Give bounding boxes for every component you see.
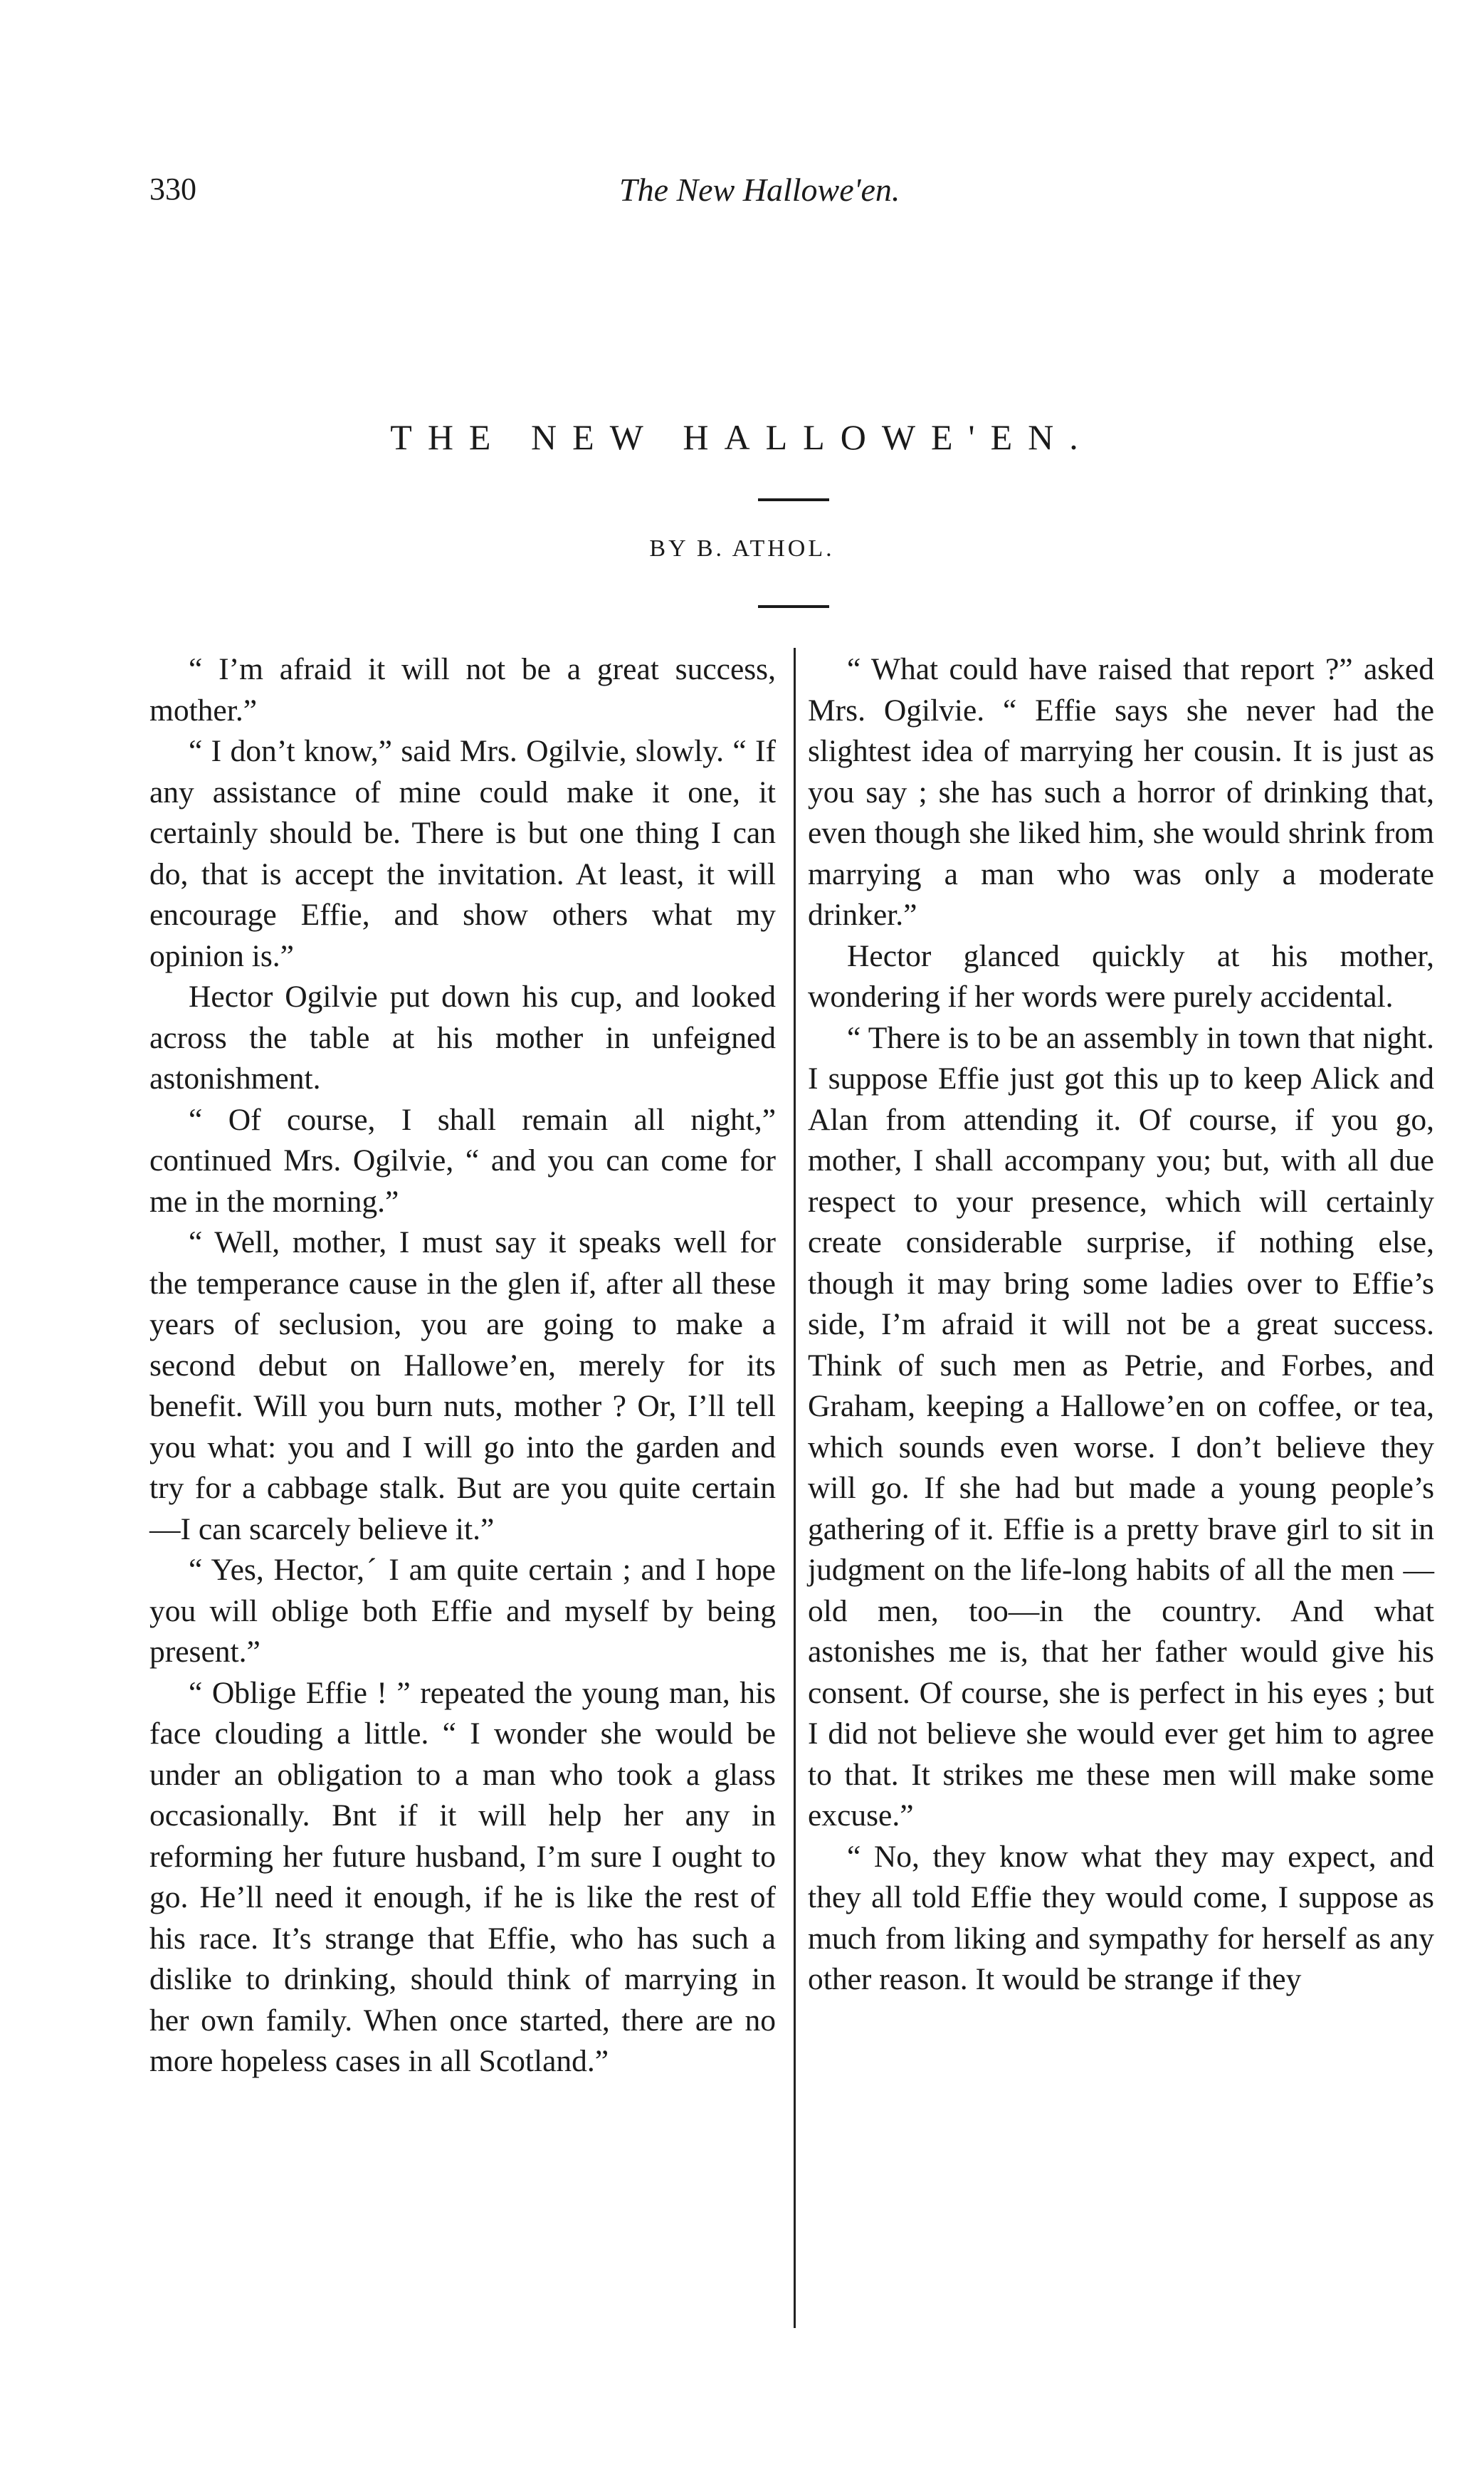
paragraph: “ I don’t know,” said Mrs. Ogilvie, slowly. “ If any assistance of mine could make it one, it certainly should be. There is but one thing I can do, that is accept the invitation. At least, it will encourage Effie, and show others what my opinion is.”: [149, 734, 776, 973]
paragraph: “ Of course, I shall remain all night,” continued Mrs. Ogilvie, “ and you can come for me in the morning.”: [149, 1102, 776, 1219]
column-divider: [794, 648, 796, 2328]
paragraph: “ Well, mother, I must say it speaks well for the temperance cause in the glen if, after all these years of seclusion, you are going to make a second debut on Hallowe’en, merely for its benefit. Will you burn nuts, mother ? Or, I’ll tell you what: you and I will go into the garden and try for a cabbage stalk. But are you quite certain—I can scarcely believe it.”: [149, 1225, 776, 1546]
page-header: [149, 171, 1438, 221]
byline: BY B. ATHOL.: [649, 535, 835, 562]
paragraph: “ Oblige Effie ! ” repeated the young man, his face clouding a little. “ I wonder she would be under an obligation to a man who took a glass occasionally. Bnt if it will help her any in reforming her future husband, I’m sure I ought to go. He’ll need it enough, if he is like the rest of his race. It’s strange that Effie, who has such a dislike to drinking, should think of marrying in her own family. When once started, there are no more hopeless cases in all Scotland.”: [149, 1675, 776, 2078]
article-title: THE NEW HALLOWE'EN.: [390, 417, 1094, 457]
paragraph: “ I’m afraid it will not be a great success, mother.”: [149, 652, 776, 728]
paragraph: “ What could have raised that report ?” asked Mrs. Ogilvie. “ Effie says she never had the slightest idea of marrying her cousin. It is just as you say ; she has such a horror of drinking that, even though she liked him, she would shrink from marrying a man who was only a moderate drinker.”: [808, 652, 1434, 932]
right-column: [808, 649, 1434, 2001]
page-number: 330: [149, 172, 196, 206]
paragraph: “ Yes, Hector,ˊ I am quite certain ; and I hope you will oblige both Effie and myself by being present.”: [149, 1553, 776, 1669]
paragraph: Hector glanced quickly at his mother, wondering if her words were purely accidental.: [808, 938, 1434, 1014]
left-column: [149, 649, 776, 2082]
running-head: The New Hallowe'en.: [619, 172, 900, 208]
paragraph: “ There is to be an assembly in town that night. I suppose Effie just got this up to keep Alick and Alan from attending it. Of course, if you go, mother, I shall accompany you; but, with all due respect to your presence, which will certainly create considerable surprise, if nothing else, though it may bring some ladies over to Effie’s side, I’m afraid it will not be a great success. Think of such men as Petrie, and Forbes, and Graham, keeping a Hallowe’en on coffee, or tea, which sounds even worse. I don’t believe they will go. If she had but made a young people’s gathering of it. Effie is a pretty brave girl to sit in judgment on the life-long habits of all the men —old men, too—in the country. And what astonishes me is, that her father would give his consent. Of course, she is perfect in his eyes ; but I did not believe she would ever get him to agree to that. It strikes me these men will make some excuse.”: [808, 1020, 1434, 1833]
byline-divider: [758, 605, 829, 608]
paragraph: “ No, they know what they may expect, and they all told Effie they would come, I suppose as much from liking and sympathy for herself as any other reason. It would be strange if they: [808, 1839, 1434, 1996]
paragraph: Hector Ogilvie put down his cup, and looked across the table at his mother in unfeigned astonishment.: [149, 980, 776, 1096]
title-divider: [758, 498, 829, 501]
